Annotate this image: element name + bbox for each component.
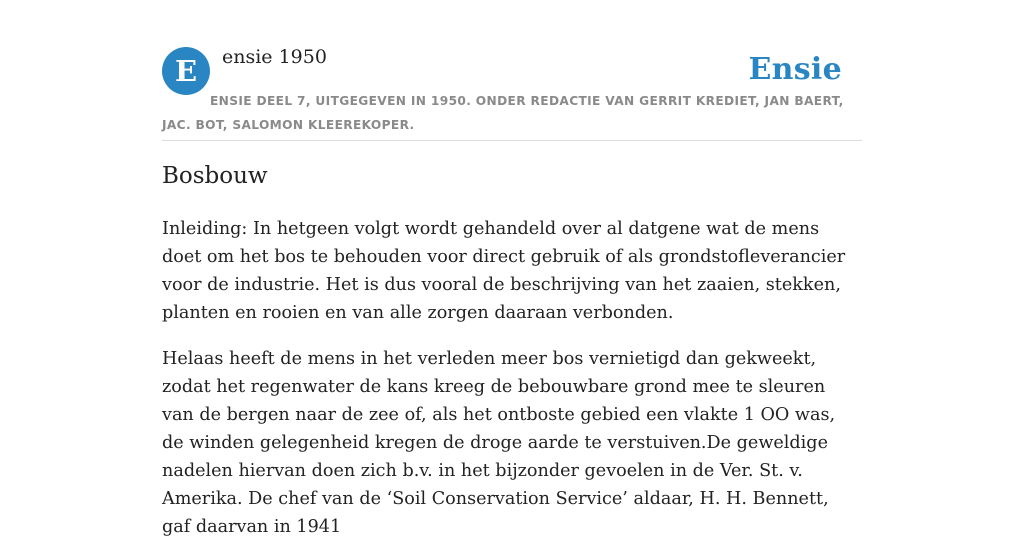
site-description: ENSIE DEEL 7, UITGEGEVEN IN 1950. ONDER REDACTIE VAN GERRIT KREDIET, JAN BAERT, JAC. BOT, SALOMON KLEEREKOPER. (162, 94, 844, 132)
article-body (162, 215, 862, 559)
article-paragraph-1: Inleiding: In hetgeen volgt wordt gehandeld over al datgene wat de mens doet om het bos te behouden voor direct gebruik of als grondstofleverancier voor de industrie. Het is dus vooral de beschrijving van het zaaien, stekken, planten en rooien en van alle zorgen daaraan verbonden. (162, 219, 846, 323)
ensie-brand-link[interactable]: Ensie (748, 52, 842, 87)
article-title: Bosbouw (162, 163, 268, 189)
site-title-link[interactable]: ensie 1950 (222, 46, 327, 68)
site-header (162, 0, 862, 141)
article-paragraph-2: Helaas heeft de mens in het verleden meer bos vernietigd dan gekweekt, zodat het regenwater de kans kreeg de bebouwbare grond mee te sleuren van de bergen naar de zee of, als het ontboste gebied een vlakte 1 OO was, de winden gelegenheid kregen de droge aarde te verstuiven.De geweldige nadelen hiervan doen zich b.v. in het bijzonder gevoelen in de Ver. St. v. Amerika. De chef van de ‘Soil Conservation Service’ aldaar, H. H. Bennett, gaf daarvan in 1941 (162, 349, 836, 537)
site-logo[interactable]: E (162, 47, 210, 95)
page (162, 0, 862, 537)
